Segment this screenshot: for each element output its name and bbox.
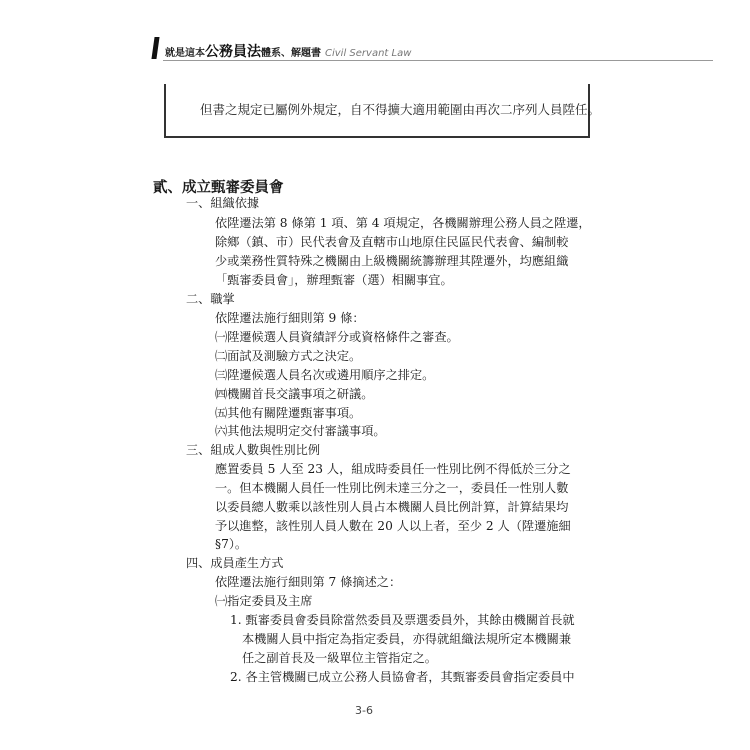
paragraph-line: 任之副首長及一級單位主管指定之。 <box>242 651 437 665</box>
paragraph-line: 依陞遷法施行細則第 7 條摘述之： <box>215 575 402 589</box>
list-item: ㈠陞遷候選人員資績評分或資格條件之審查。 <box>215 330 459 344</box>
header-main-title: 公務員法 <box>205 44 261 60</box>
list-item: ㈡面試及測驗方式之決定。 <box>215 349 362 363</box>
paragraph-line: 依陞遷法第 8 條第 1 項、第 4 項規定，各機關辦理公務人員之陞遷， <box>215 216 591 230</box>
list-item: ㈢陞遷候選人員名次或遴用順序之排定。 <box>215 368 435 382</box>
running-header <box>153 35 713 61</box>
numbered-item: 2. 各主管機關已成立公務人員協會者，其甄審委員會指定委員中 <box>230 670 575 684</box>
list-item: ㈤其他有關陞遷甄審事項。 <box>215 406 362 420</box>
page-number: 3-6 <box>355 704 373 717</box>
note-text: 但書之規定已屬例外規定，自不得擴大適用範圍由再次二序列人員陞任。 <box>200 102 601 117</box>
paragraph-line: 應置委員 5 人至 23 人，組成時委員任一性別比例不得低於三分之 <box>215 462 571 476</box>
header-bar-mark <box>151 37 159 59</box>
paragraph-line: 「甄審委員會」，辦理甄審（選）相關事宜。 <box>215 273 453 287</box>
paragraph-line: 予以進整，該性別人員人數在 20 人以上者，至少 2 人（陞遷施細 <box>215 519 571 533</box>
subheading-member-selection: 四、成員產生方式 <box>186 556 284 570</box>
header-prefix: 就是這本 <box>165 48 205 59</box>
section-title: 貳、成立甄審委員會 <box>153 179 284 196</box>
paragraph-line: §7）。 <box>215 537 248 551</box>
numbered-item: 1. 甄審委員會委員除當然委員及票選委員外，其餘由機關首長就 <box>230 613 575 627</box>
list-item: ㈥其他法規明定交付審議事項。 <box>215 424 386 438</box>
subheading-duties: 二、職掌 <box>186 292 235 306</box>
note-box <box>164 84 601 138</box>
header-suffix: 體系、解題書 <box>261 48 321 59</box>
header-title <box>165 41 411 61</box>
paragraph-line: 少或業務性質特殊之機關由上級機關統籌辦理其陞遷外，均應組織 <box>215 254 569 268</box>
subheading-composition: 三、組成人數與性別比例 <box>186 443 321 457</box>
header-rule <box>163 60 713 61</box>
paragraph-line: 一。但本機關人員任一性別比例未達三分之一，委員任一性別人數 <box>215 481 569 495</box>
list-item: ㈣機關首長交議事項之研議。 <box>215 387 374 401</box>
paragraph-line: 本機關人員中指定為指定委員，亦得就組織法規所定本機關兼 <box>242 632 572 646</box>
header-english: Civil Servant Law <box>325 48 412 59</box>
paragraph-line: 依陞遷法施行細則第 9 條： <box>215 311 365 325</box>
paragraph-line: 以委員總人數乘以該性別人員占本機關人員比例計算，計算結果均 <box>215 500 569 514</box>
paragraph-line: 除鄉（鎮、市）民代表會及直轄市山地原住民區民代表會、編制較 <box>215 235 569 249</box>
list-item: ㈠指定委員及主席 <box>215 594 313 608</box>
subheading-organization-basis: 一、組織依據 <box>186 196 260 210</box>
